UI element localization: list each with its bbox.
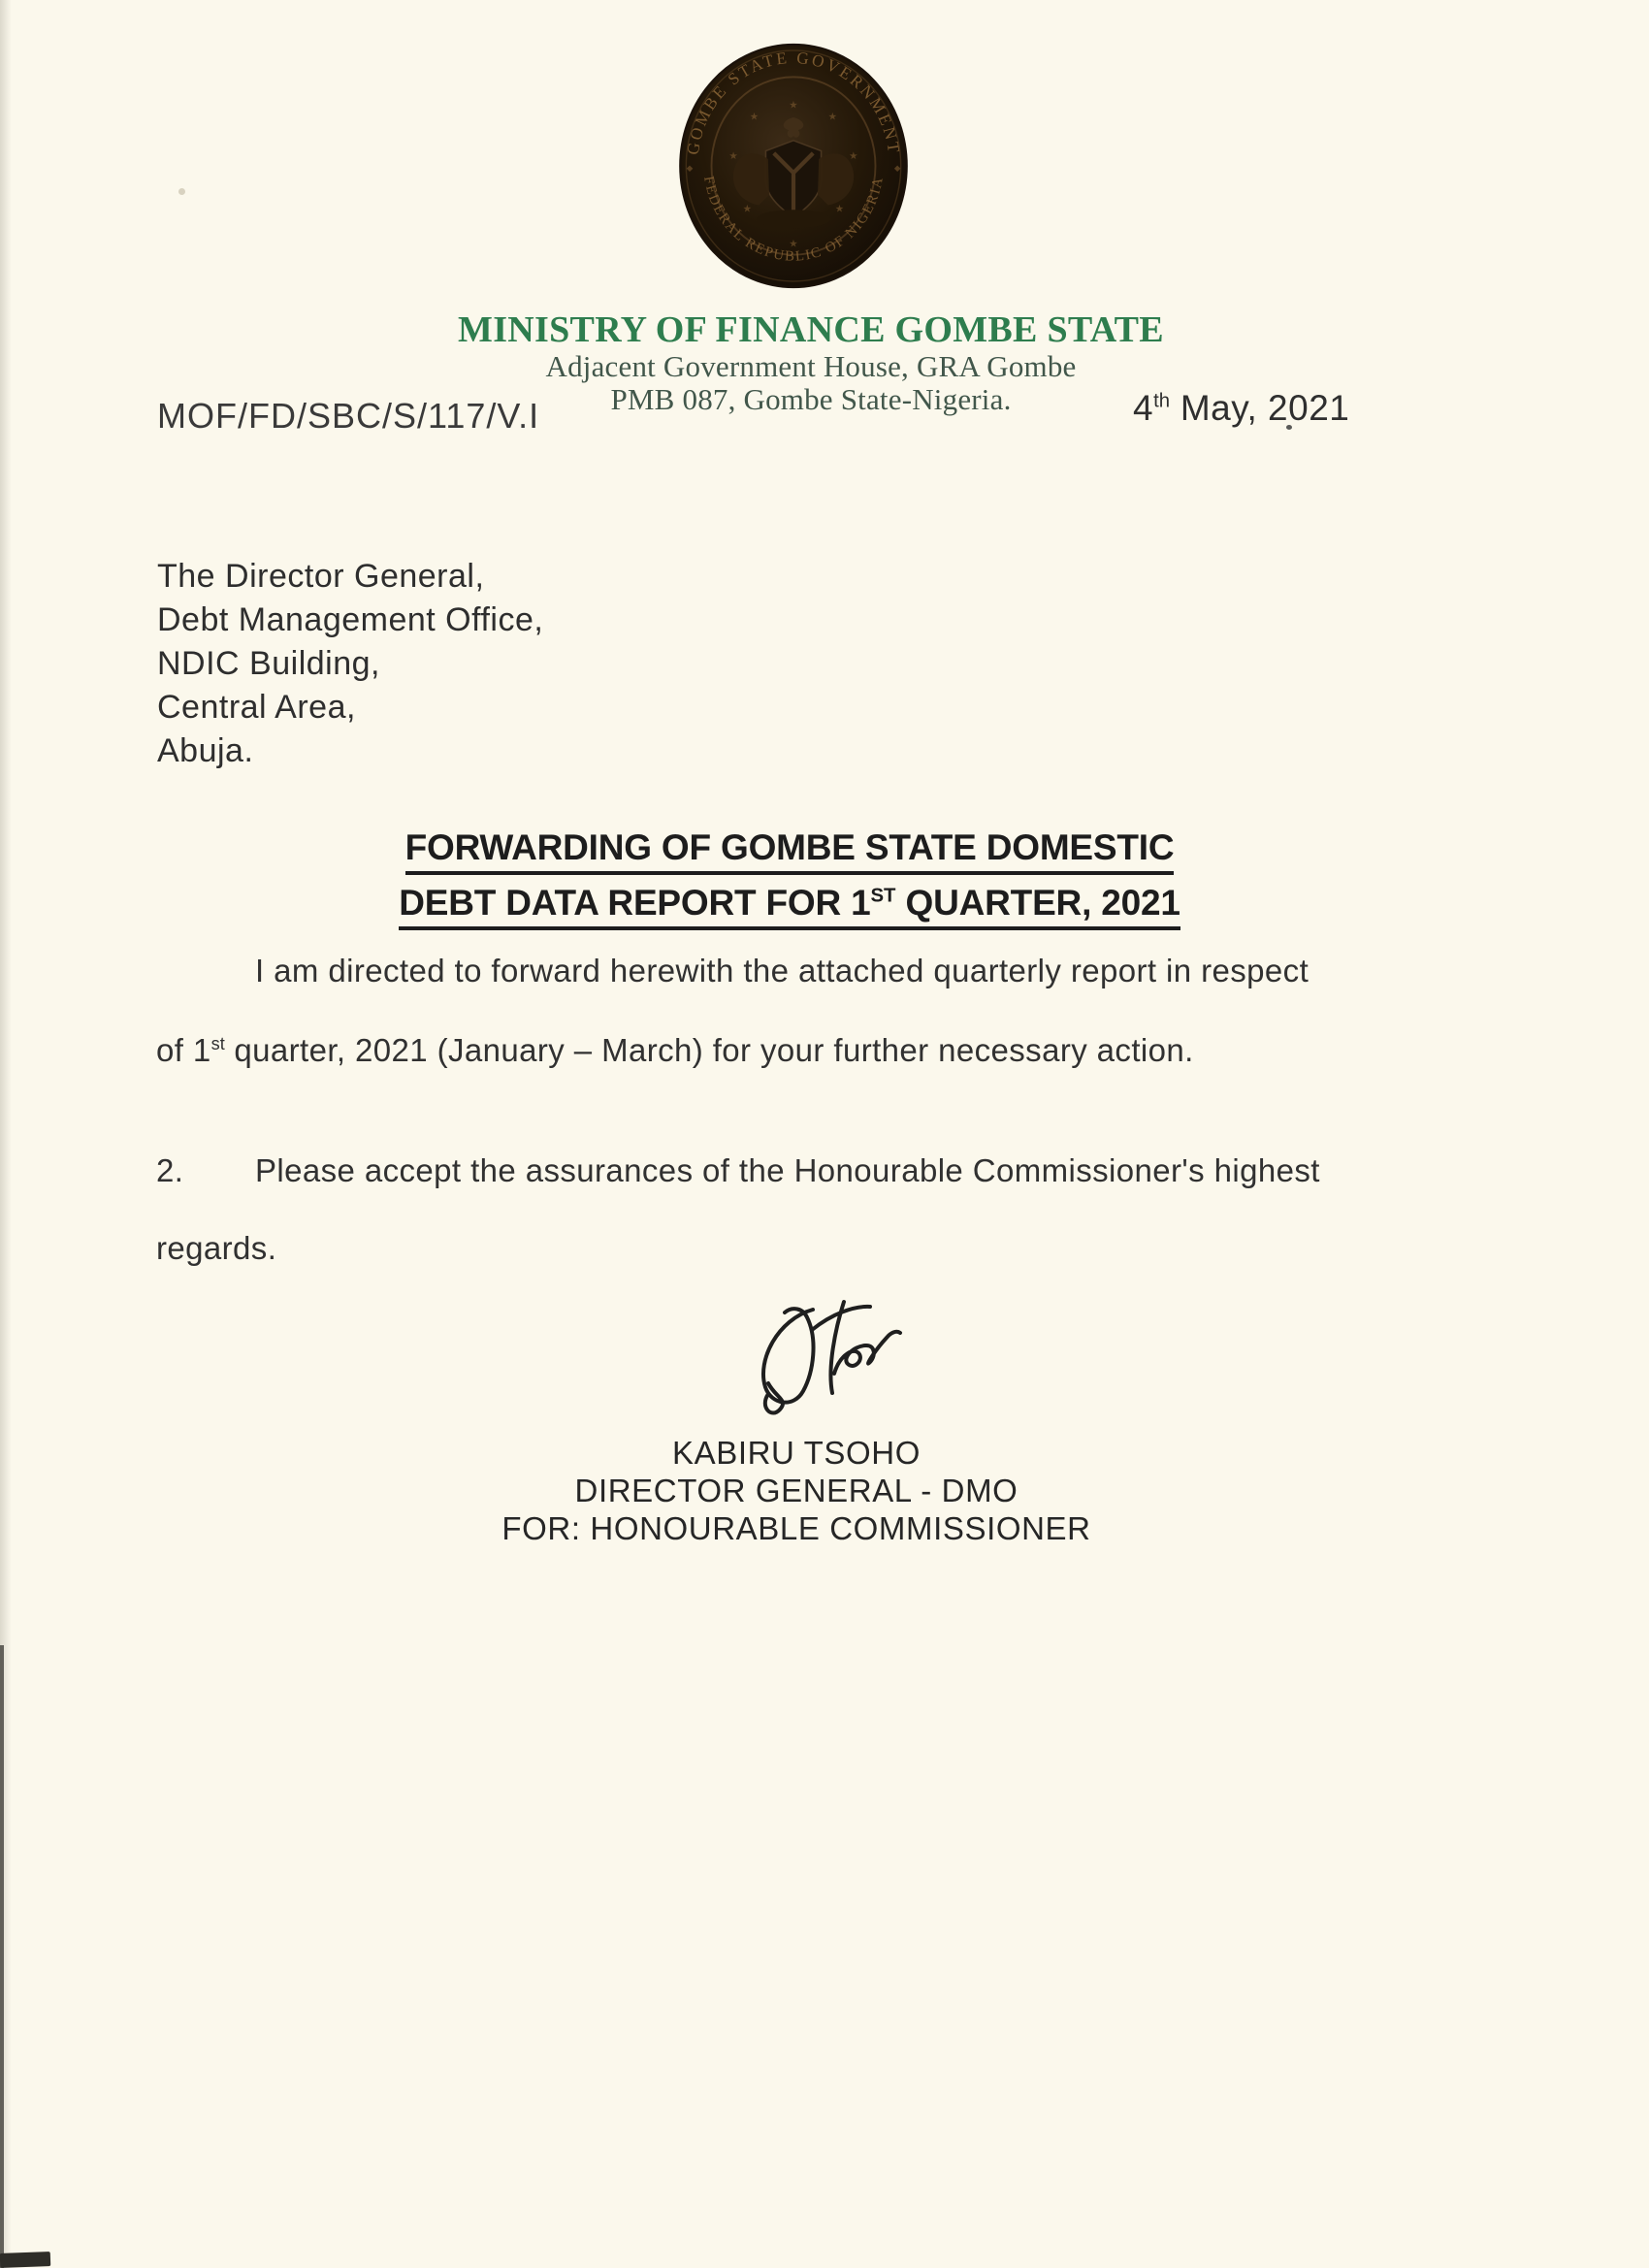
signatory-name: KABIRU TSOHO bbox=[672, 1435, 921, 1471]
svg-text:★: ★ bbox=[789, 99, 798, 112]
svg-text:◆: ◆ bbox=[686, 162, 694, 173]
paragraph1-line2-superscript: st bbox=[210, 1034, 225, 1053]
svg-text:★: ★ bbox=[849, 149, 858, 162]
letter-date bbox=[1133, 388, 1349, 429]
handwritten-signature-icon bbox=[720, 1298, 914, 1434]
scan-speck bbox=[178, 188, 185, 195]
paragraph1-line2-text: of 1 bbox=[156, 1032, 211, 1068]
subject-line2-text: DEBT DATA REPORT FOR 1 bbox=[399, 883, 871, 923]
svg-text:★: ★ bbox=[728, 149, 738, 162]
addressee-block bbox=[157, 555, 543, 773]
scan-corner-mark bbox=[0, 2252, 50, 2268]
svg-text:★: ★ bbox=[834, 203, 845, 215]
signatory-for-line: FOR: HONOURABLE COMMISSIONER bbox=[501, 1510, 1091, 1546]
paragraph2-line2: regards. bbox=[156, 1230, 277, 1266]
date-ordinal: th bbox=[1153, 390, 1171, 412]
signatory-title: DIRECTOR GENERAL - DMO bbox=[574, 1473, 1018, 1508]
subject-heading bbox=[0, 827, 1579, 938]
signatory-block bbox=[0, 1434, 1593, 1547]
addressee-line: NDIC Building, bbox=[157, 645, 380, 682]
subject-line2 bbox=[399, 883, 1180, 930]
paragraph1-line2-text: quarter, 2021 (January – March) for your further necessary action. bbox=[224, 1032, 1194, 1068]
date-day: 4 bbox=[1133, 388, 1154, 428]
svg-text:★: ★ bbox=[749, 111, 760, 123]
paragraph1-line2 bbox=[156, 1032, 1194, 1069]
seal-bottom-arc-text: FEDERAL REPUBLIC OF NIGERIA bbox=[700, 175, 888, 265]
date-rest: May, 2021 bbox=[1170, 388, 1350, 428]
addressee-line: Abuja. bbox=[157, 732, 254, 769]
svg-text:★: ★ bbox=[742, 203, 753, 215]
scan-edge-line bbox=[0, 1645, 4, 2268]
addressee-line: Central Area, bbox=[157, 689, 356, 726]
svg-text:★: ★ bbox=[789, 238, 798, 250]
gombe-state-seal bbox=[678, 43, 909, 289]
ministry-address-line2: PMB 087, Gombe State-Nigeria. bbox=[610, 382, 1012, 416]
reference-number: MOF/FD/SBC/S/117/V.I bbox=[157, 396, 540, 436]
state-seal-icon bbox=[678, 43, 909, 289]
addressee-line: The Director General, bbox=[157, 558, 485, 595]
paragraph2-number: 2. bbox=[156, 1152, 184, 1188]
paragraph1-line1: I am directed to forward herewith the attached quarterly report in respect bbox=[255, 953, 1310, 988]
seal-top-arc-text: GOMBE STATE GOVERNMENT bbox=[683, 48, 904, 156]
addressee-line: Debt Management Office, bbox=[157, 601, 544, 638]
subject-line2-text: QUARTER, 2021 bbox=[895, 883, 1180, 923]
signature-image bbox=[720, 1298, 914, 1434]
subject-line1: FORWARDING OF GOMBE STATE DOMESTIC bbox=[405, 827, 1175, 875]
svg-text:★: ★ bbox=[827, 111, 838, 123]
ministry-title: MINISTRY OF FINANCE GOMBE STATE bbox=[458, 309, 1164, 350]
subject-line2-superscript: ST bbox=[870, 885, 896, 907]
paragraph2-line1: Please accept the assurances of the Honourable Commissioner's highest bbox=[255, 1152, 1320, 1188]
ministry-address-line1: Adjacent Government House, GRA Gombe bbox=[545, 349, 1077, 383]
svg-text:◆: ◆ bbox=[893, 162, 901, 173]
